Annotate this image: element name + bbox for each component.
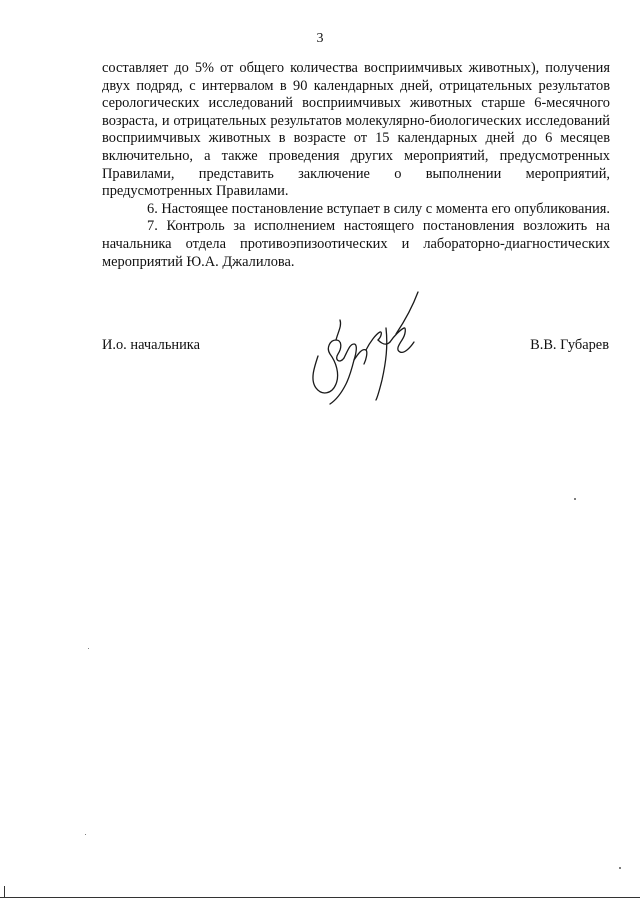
scan-speck xyxy=(619,867,621,869)
handwritten-signature xyxy=(296,288,426,410)
scan-speck xyxy=(88,648,89,649)
page-number: 3 xyxy=(316,31,324,46)
paragraph-item-6: 6. Настоящее постановление вступает в силу с момента его опубликования. xyxy=(147,200,611,217)
document-body xyxy=(102,60,610,271)
signatory-position: И.о. начальника xyxy=(102,337,200,353)
paragraph-item-7: 7. Контроль за исполнением настоящего постановления возложить на начальника отдела противоэпизоотических и лабораторно-диагностических мероприятий Ю.А. Джалилова. xyxy=(102,218,610,270)
signatory-name: В.В. Губарев xyxy=(530,337,609,353)
scan-speck xyxy=(85,834,86,835)
paragraph-continuation: составляет до 5% от общего количества восприимчивых животных), получения двух подряд, с интервалом в 90 календарных дней, отрицательных результатов серологических исследований восприимчивых животных старше 6-месячного возраста, и отрицательных результатов молекулярно-биологических исследований восприимчивых животных в возрасте от 15 календарных дней до 6 месяцев включительно, а также проведения других мероприятий, предусмотренных Правилами, представить заключение о выполнении мероприятий, предусмотренных Правилами. xyxy=(102,60,610,200)
scan-speck xyxy=(574,498,576,500)
scan-edge-line xyxy=(0,897,640,898)
